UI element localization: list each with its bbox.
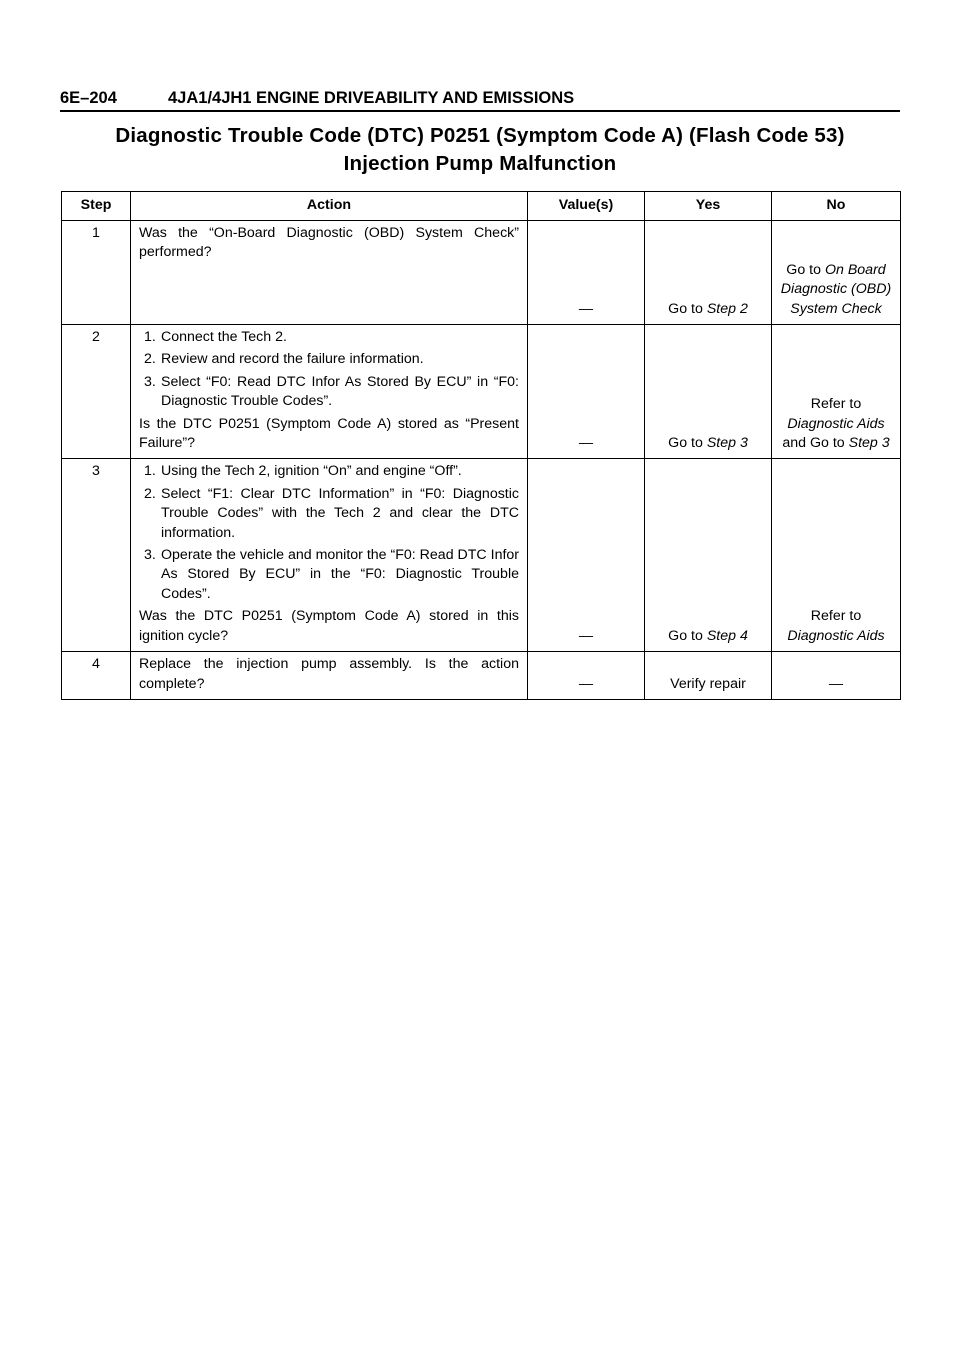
yes-cell [645, 221, 772, 325]
title-line-2: Injection Pump Malfunction [343, 152, 617, 175]
table-header-row [62, 192, 901, 221]
yes-step-ref: Step 2 [706, 300, 748, 317]
yes-cell [645, 325, 772, 459]
step-number: 2 [62, 325, 131, 459]
step-number: 4 [62, 652, 131, 700]
yes-text: Go to [668, 300, 707, 317]
action-item [139, 462, 519, 481]
yes-step-ref: Step 3 [706, 435, 748, 452]
header-values: Value(s) [528, 192, 645, 221]
action-list [139, 462, 519, 604]
diagnostic-table [61, 191, 901, 700]
action-item [139, 485, 519, 543]
action-question: Was the DTC P0251 (Symptom Code A) stored in this ignition cycle? [139, 608, 519, 644]
action-item [139, 328, 519, 347]
action-item-number: 2. [144, 351, 156, 368]
no-suffix: and Go to [782, 435, 849, 452]
no-text: Refer to [810, 396, 862, 413]
action-item-number: 1. [144, 463, 156, 480]
action-item-text: Review and record the failure information. [161, 351, 424, 368]
value-cell: — [528, 221, 645, 325]
yes-cell [645, 652, 772, 700]
value-cell: — [528, 325, 645, 459]
no-text: Go to [786, 261, 825, 278]
action-item-text: Operate the vehicle and monitor the “F0: Read DTC Infor As Stored By ECU” in the “F0: Diagnostic Trouble Codes”. [161, 547, 520, 602]
no-ref: Diagnostic Aids [787, 415, 885, 432]
no-cell [772, 221, 901, 325]
action-item-number: 2. [144, 485, 156, 502]
action-question: Replace the injection pump assembly. Is the action complete? [139, 656, 519, 692]
action-cell [131, 221, 528, 325]
document-title [60, 122, 900, 178]
header-no: No [772, 192, 901, 221]
yes-text: Go to [668, 435, 707, 452]
header-yes: Yes [645, 192, 772, 221]
no-step-ref: Step 3 [848, 435, 890, 452]
action-item-number: 1. [144, 329, 156, 345]
table-row [62, 652, 901, 700]
yes-cell [645, 459, 772, 652]
step-number: 3 [62, 459, 131, 652]
table-body [62, 221, 901, 700]
action-cell [131, 325, 528, 459]
no-ref: Diagnostic Aids [787, 627, 885, 644]
action-item-text: Connect the Tech 2. [161, 329, 287, 345]
action-cell [131, 652, 528, 700]
action-item [139, 546, 519, 604]
table-row [62, 325, 901, 459]
action-cell [131, 459, 528, 652]
action-list [139, 328, 519, 412]
header-step: Step [62, 192, 131, 221]
yes-step-ref: Step 4 [706, 627, 748, 644]
step-number: 1 [62, 221, 131, 325]
yes-text: Verify repair [670, 675, 746, 692]
value-cell: — [528, 652, 645, 700]
no-ref: On Board Diagnostic (OBD) System Check [780, 261, 892, 317]
value-cell: — [528, 459, 645, 652]
action-item-number: 3. [144, 373, 156, 390]
no-text: — [828, 675, 844, 692]
no-cell [772, 652, 901, 700]
section-title: 4JA1/4JH1 ENGINE DRIVEABILITY AND EMISSIONS [168, 89, 575, 107]
action-item [139, 373, 519, 412]
table-row [62, 459, 901, 652]
table-row [62, 221, 901, 325]
no-cell [772, 459, 901, 652]
action-item-text: Using the Tech 2, ignition “On” and engine “Off”. [161, 463, 462, 480]
no-text: Refer to [810, 608, 862, 625]
running-header [60, 88, 900, 112]
action-question: Is the DTC P0251 (Symptom Code A) stored as “Present Failure”? [139, 415, 519, 452]
no-cell [772, 325, 901, 459]
action-item-text: Select “F0: Read DTC Infor As Stored By ECU” in “F0: Diagnostic Trouble Codes”. [161, 373, 519, 410]
yes-text: Go to [668, 627, 707, 644]
header-action: Action [131, 192, 528, 221]
action-item [139, 350, 519, 369]
action-question: Was the “On-Board Diagnostic (OBD) System Check” performed? [139, 225, 519, 261]
action-item-text: Select “F1: Clear DTC Information” in “F0: Diagnostic Trouble Codes” with the Tech 2 and clear the DTC information. [161, 485, 519, 541]
action-item-number: 3. [144, 547, 156, 564]
title-line-1: Diagnostic Trouble Code (DTC) P0251 (Symptom Code A) (Flash Code 53) [115, 124, 845, 147]
page-number: 6E–204 [60, 89, 117, 107]
